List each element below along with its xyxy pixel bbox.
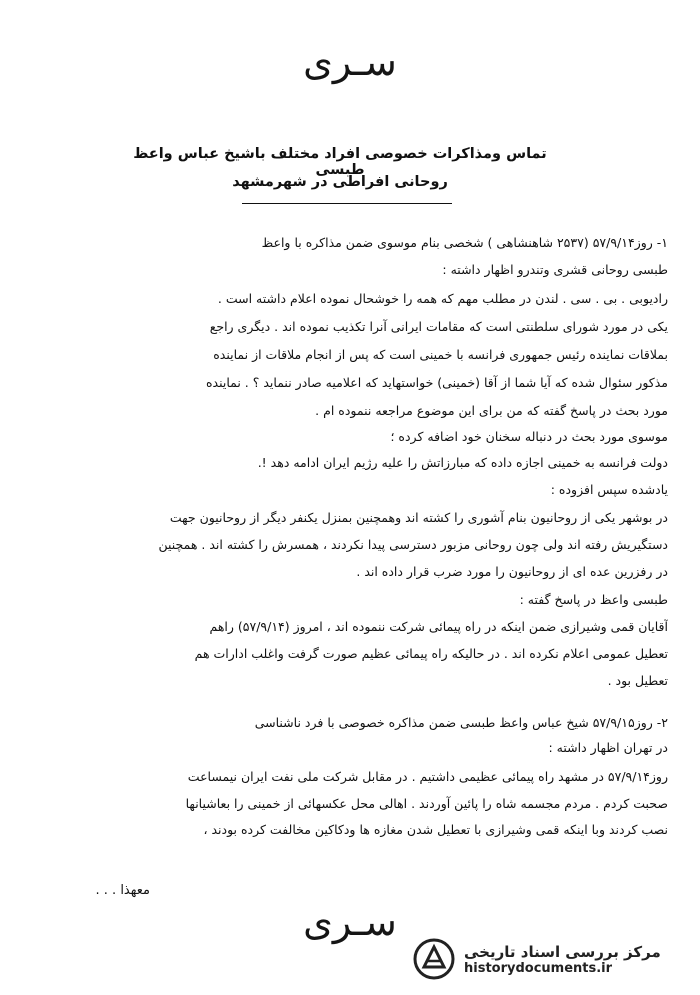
body-line: بملاقات نماینده رئیس جمهوری فرانسه با خمینی است که پس از انجام ملاقات از نماینده: [213, 347, 668, 362]
body-line: در بوشهر یکی از روحانیون بنام آشوری را کشته اند وهمچنین بمنزل یکنفر دیگر از روحانیون جهت: [169, 510, 668, 525]
body-line: رادیوبی . بی . سی . لندن در مطلب مهم که همه را خوشحال نموده اعلام داشته است .: [217, 291, 668, 306]
classification-mark-bottom: سـری: [303, 900, 397, 944]
body-line: مذکور سئوال شده که آیا شما از آقا (خمینی) خواستهاید که اعلامیه صادر ننماید ؟ . نماینده: [205, 375, 668, 390]
body-line: طبسی روحانی قشری وتندرو اظهار داشته :: [442, 262, 668, 277]
body-line: موسوی مورد بحث در دنباله سخنان خود اضافه کرده ؛: [390, 429, 668, 444]
body-line: در تهران اظهار داشته :: [548, 740, 668, 755]
body-line: تعطیل عمومی اعلام نکرده اند . در حالیکه راه پیمائی عظیم صورت گرفت واغلب ادارات هم: [194, 646, 668, 661]
classification-mark-top: سـری: [303, 40, 397, 84]
body-line: صحبت کردم . مردم مجسمه شاه را پائین آوردند . اهالی محل عکسهائی از خمینی را بعاشیانها: [185, 796, 668, 811]
body-line: در رفزرین عده ای از روحانیون را مورد ضرب قرار داده اند .: [356, 564, 668, 579]
body-line: ۲- روز۵۷/۹/۱۵ شیخ عباس واعظ طبسی ضمن مذاکره خصوصی با فرد ناشناسی: [254, 715, 668, 730]
heading-underline: [242, 203, 452, 204]
body-line: ۱- روز۵۷/۹/۱۴ (۲۵۳۷ شاهنشاهی ) شخصی بنام موسوی ضمن مذاکره با واعظ: [261, 235, 668, 250]
document-heading-line2: روحانی افراطی در شهرمشهد: [232, 174, 448, 190]
body-line: روز۵۷/۹/۱۴ در مشهد راه پیمائی عظیمی داشتیم . در مقابل شرکت ملی نفت ایران نیمساعت: [187, 769, 668, 784]
watermark-org-name: مرکز بررسی اسناد تاریخی: [464, 942, 661, 961]
body-line: آقایان قمی وشیرازی ضمن اینکه در راه پیمائی شرکت ننموده اند ، امروز (۵۷/۹/۱۴) راهم: [209, 619, 668, 634]
body-line: دستگیریش رفته اند ولی چون روحانی مزبور دسترسی پیدا نکردند ، همسرش را کشته اند . همچنین: [158, 537, 668, 552]
watermark: [406, 932, 686, 986]
document-heading-line1: تماس ومذاکرات خصوصی افراد مختلف باشیخ عباس واعظ طبسی: [133, 146, 547, 178]
closing-text: معهذا . . .: [95, 883, 150, 898]
body-line: طبسی واعظ در پاسخ گفته :: [519, 592, 668, 607]
watermark-url: historydocuments.ir: [464, 960, 613, 976]
body-line: تعطیل بود .: [607, 673, 668, 688]
body-line: دولت فرانسه به خمینی اجازه داده که مبارزاتش را علیه رژیم ایران ادامه دهد !.: [257, 455, 668, 470]
watermark-text: [464, 943, 661, 976]
archive-logo-icon: [412, 937, 456, 981]
body-line: یادشده سپس افزوده :: [550, 482, 668, 497]
body-line: یکی در مورد شورای سلطنتی است که مقامات ایرانی آنرا تکذیب نموده اند . دیگری راجع: [209, 319, 668, 334]
body-line: مورد بحث در پاسخ گفته که من برای این موضوع مراجعه ننموده ام .: [315, 403, 668, 418]
body-line: نصب کردند وبا اینکه قمی وشیرازی با تعطیل شدن مغازه ها ودکاکین مخالفت کرده بودند ،: [203, 822, 668, 837]
